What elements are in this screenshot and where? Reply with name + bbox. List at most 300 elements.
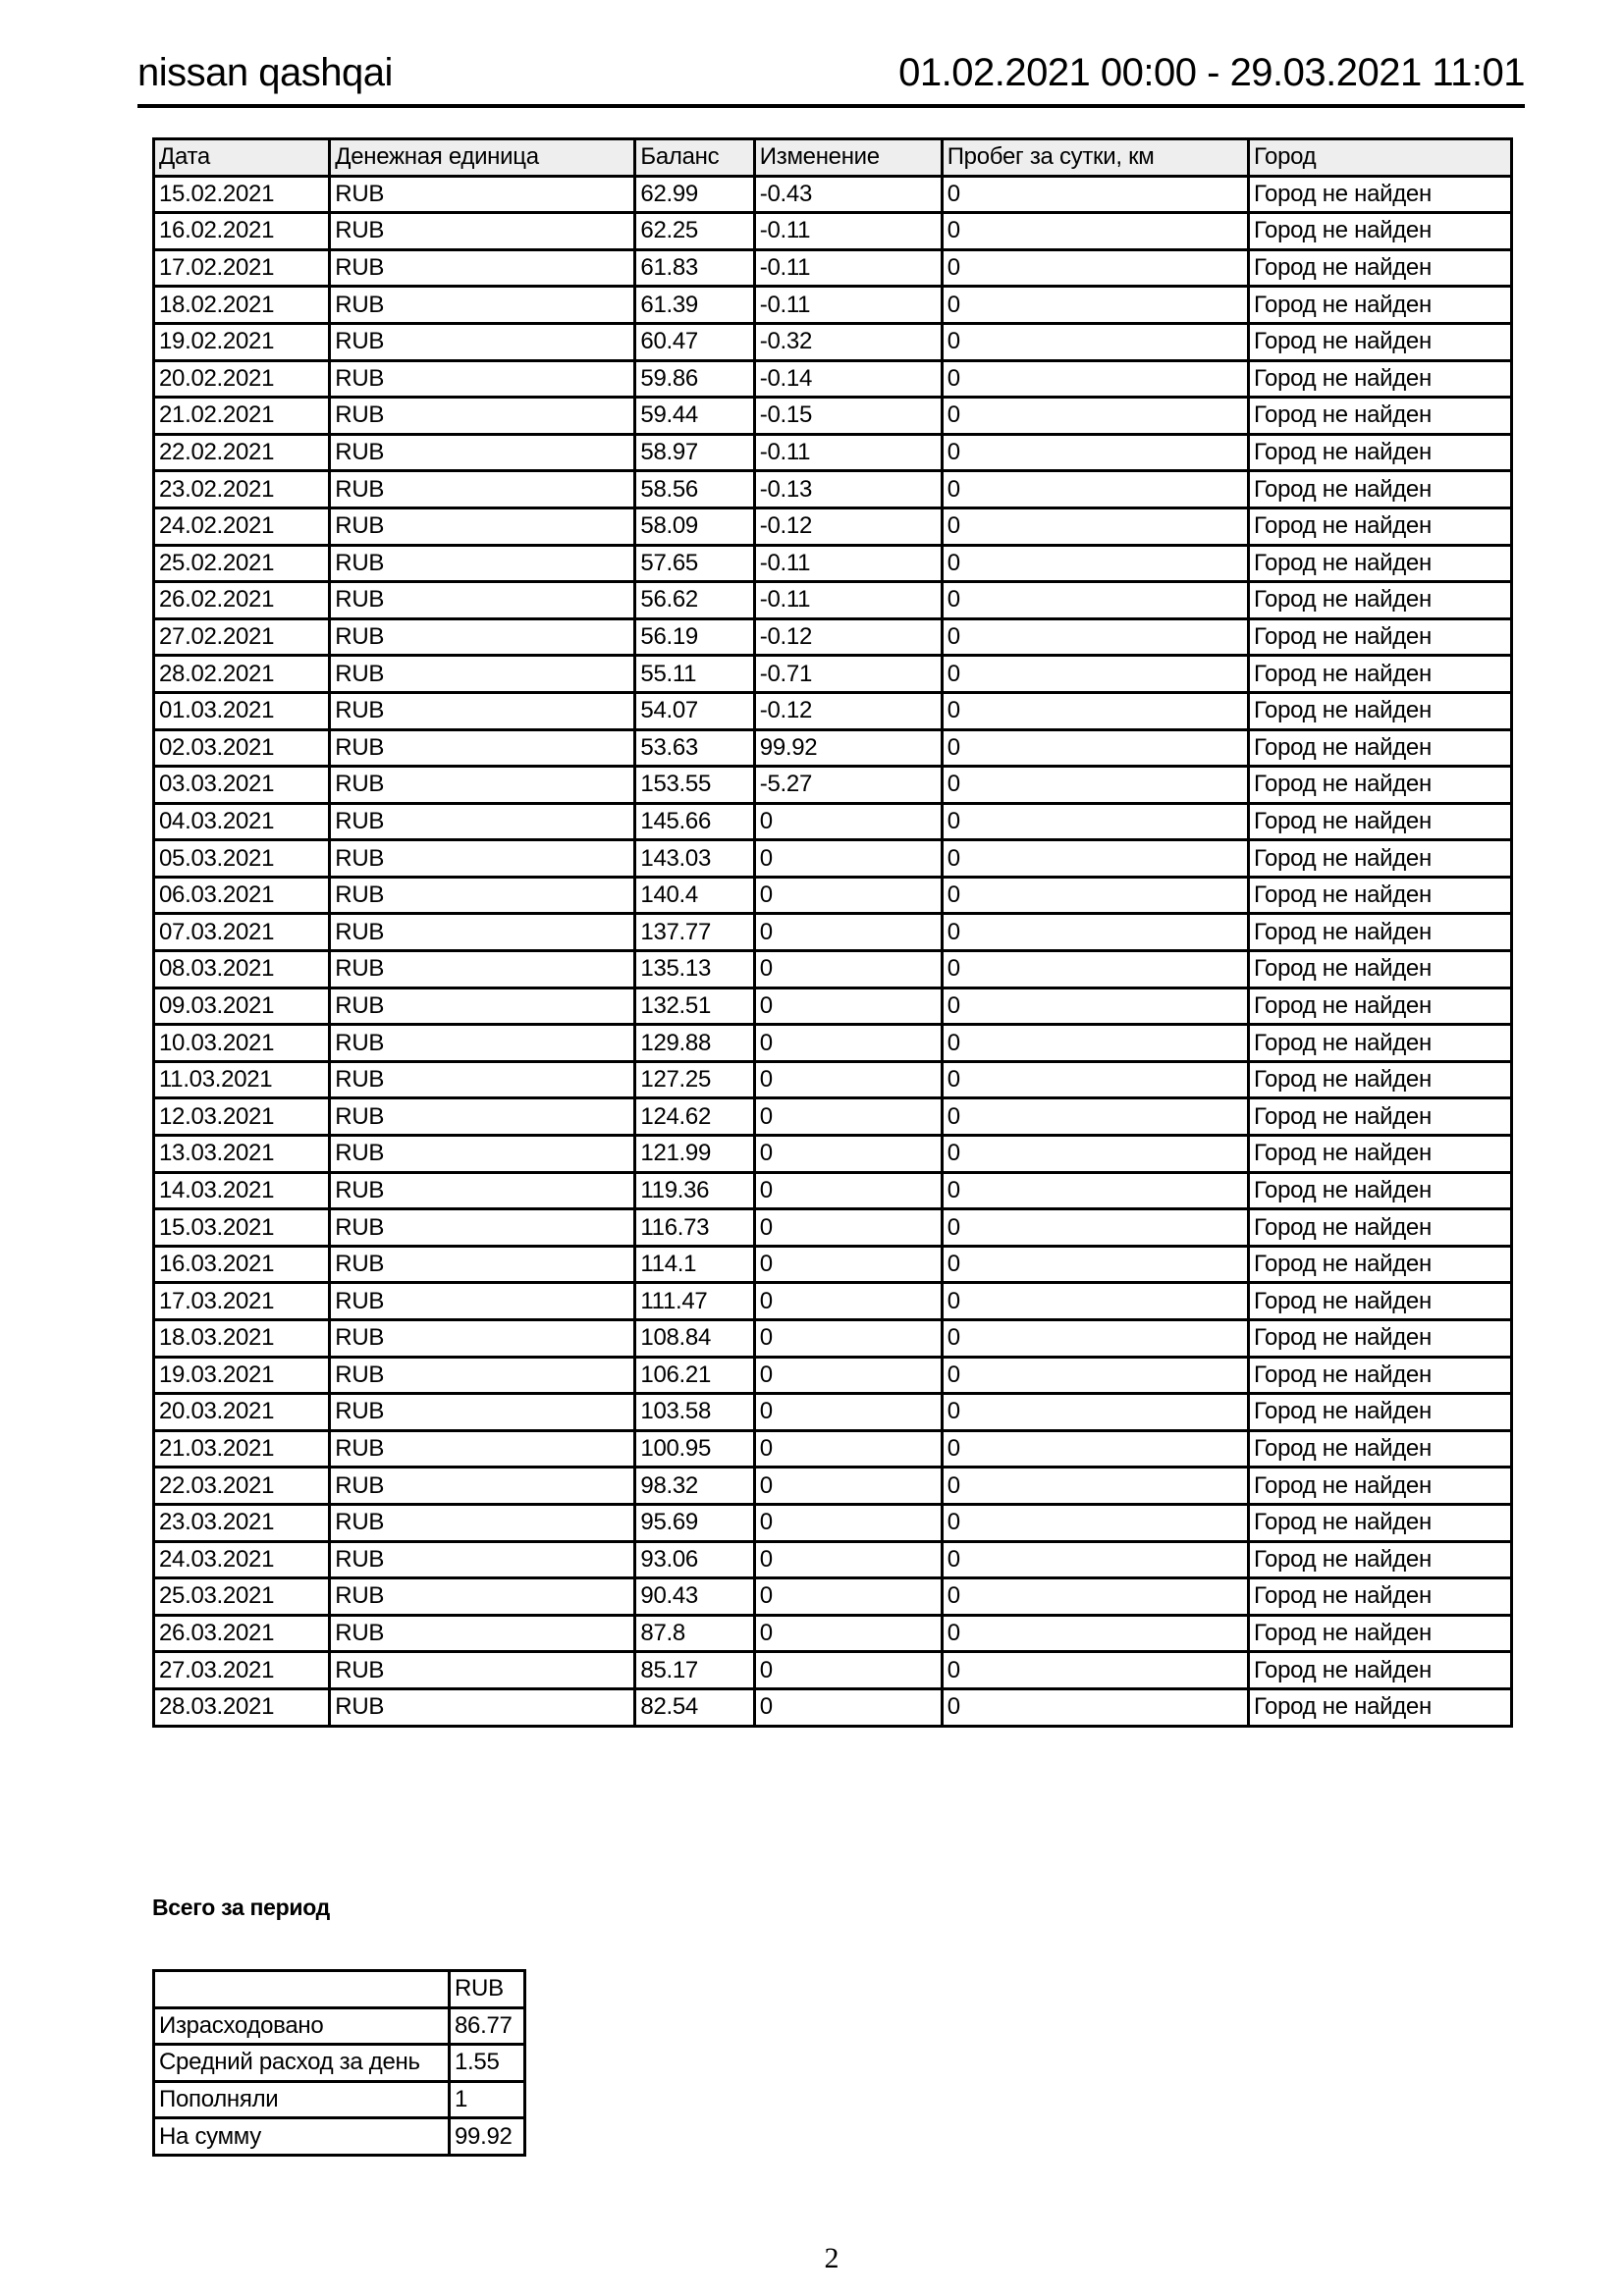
cell-currency: RUB: [330, 213, 635, 250]
summary-row: [154, 2007, 525, 2045]
table-row: [154, 1468, 1512, 1505]
cell-balance: 111.47: [635, 1283, 754, 1320]
table-row: [154, 914, 1512, 951]
table-row: [154, 507, 1512, 545]
cell-currency: RUB: [330, 360, 635, 398]
column-header-change: Изменение: [754, 139, 942, 177]
cell-city: Город не найден: [1248, 1615, 1511, 1652]
cell-mileage: 0: [942, 803, 1248, 840]
cell-currency: RUB: [330, 471, 635, 508]
cell-mileage: 0: [942, 1320, 1248, 1358]
column-header-city: Город: [1248, 139, 1511, 177]
cell-city: Город не найден: [1248, 1246, 1511, 1283]
cell-change: -0.71: [754, 656, 942, 693]
cell-mileage: 0: [942, 249, 1248, 287]
cell-mileage: 0: [942, 398, 1248, 435]
cell-change: 0: [754, 1283, 942, 1320]
summary-body: [154, 1971, 525, 2156]
cell-change: 0: [754, 1394, 942, 1431]
cell-currency: RUB: [330, 582, 635, 619]
cell-change: -5.27: [754, 767, 942, 804]
table-row: [154, 249, 1512, 287]
cell-currency: RUB: [330, 1209, 635, 1247]
column-header-mileage: Пробег за сутки, км: [942, 139, 1248, 177]
cell-currency: RUB: [330, 803, 635, 840]
cell-currency: RUB: [330, 1615, 635, 1652]
cell-balance: 58.09: [635, 507, 754, 545]
cell-change: 0: [754, 1061, 942, 1098]
cell-balance: 116.73: [635, 1209, 754, 1247]
cell-city: Город не найден: [1248, 398, 1511, 435]
cell-currency: RUB: [330, 507, 635, 545]
table-row: [154, 1283, 1512, 1320]
summary-table: [152, 1969, 526, 2157]
cell-city: Город не найден: [1248, 249, 1511, 287]
cell-change: 0: [754, 1172, 942, 1209]
cell-balance: 93.06: [635, 1541, 754, 1578]
cell-mileage: 0: [942, 618, 1248, 656]
cell-balance: 54.07: [635, 692, 754, 729]
cell-date: 15.03.2021: [154, 1209, 330, 1247]
cell-currency: RUB: [330, 951, 635, 988]
cell-change: 0: [754, 1098, 942, 1136]
cell-currency: RUB: [330, 545, 635, 582]
table-row: [154, 1504, 1512, 1541]
cell-date: 01.03.2021: [154, 692, 330, 729]
summary-value: 1.55: [450, 2045, 525, 2082]
table-row: [154, 951, 1512, 988]
cell-change: 0: [754, 1357, 942, 1394]
table-row: [154, 767, 1512, 804]
cell-change: -0.11: [754, 434, 942, 471]
cell-city: Город не найден: [1248, 1357, 1511, 1394]
cell-change: -0.11: [754, 249, 942, 287]
cell-currency: RUB: [330, 1357, 635, 1394]
cell-currency: RUB: [330, 1652, 635, 1689]
cell-currency: RUB: [330, 1430, 635, 1468]
cell-change: 0: [754, 1578, 942, 1616]
cell-balance: 85.17: [635, 1652, 754, 1689]
cell-mileage: 0: [942, 1136, 1248, 1173]
cell-mileage: 0: [942, 507, 1248, 545]
cell-currency: RUB: [330, 1172, 635, 1209]
cell-change: 0: [754, 1541, 942, 1578]
cell-city: Город не найден: [1248, 545, 1511, 582]
cell-mileage: 0: [942, 1172, 1248, 1209]
cell-change: 0: [754, 1652, 942, 1689]
header-divider: [137, 104, 1525, 108]
summary-header-row: [154, 1971, 525, 2008]
cell-change: 0: [754, 988, 942, 1025]
summary-label: Средний расход за день: [154, 2045, 450, 2082]
table-row: [154, 213, 1512, 250]
cell-mileage: 0: [942, 1394, 1248, 1431]
cell-balance: 143.03: [635, 840, 754, 878]
cell-city: Город не найден: [1248, 1578, 1511, 1616]
cell-date: 14.03.2021: [154, 1172, 330, 1209]
cell-balance: 127.25: [635, 1061, 754, 1098]
cell-balance: 60.47: [635, 323, 754, 360]
cell-change: -0.15: [754, 398, 942, 435]
cell-change: 0: [754, 1246, 942, 1283]
cell-city: Город не найден: [1248, 951, 1511, 988]
cell-currency: RUB: [330, 1136, 635, 1173]
summary-row: [154, 2118, 525, 2156]
summary-value: 1: [450, 2081, 525, 2118]
cell-currency: RUB: [330, 1320, 635, 1358]
cell-date: 23.03.2021: [154, 1504, 330, 1541]
cell-date: 18.02.2021: [154, 287, 330, 324]
cell-city: Город не найден: [1248, 1209, 1511, 1247]
cell-change: -0.43: [754, 176, 942, 213]
cell-balance: 140.4: [635, 877, 754, 914]
cell-change: 0: [754, 1504, 942, 1541]
cell-currency: RUB: [330, 1061, 635, 1098]
cell-mileage: 0: [942, 287, 1248, 324]
cell-city: Город не найден: [1248, 1320, 1511, 1358]
cell-mileage: 0: [942, 988, 1248, 1025]
table-row: [154, 1688, 1512, 1726]
table-row: [154, 1061, 1512, 1098]
cell-balance: 135.13: [635, 951, 754, 988]
cell-mileage: 0: [942, 1025, 1248, 1062]
table-row: [154, 287, 1512, 324]
table-row: [154, 1652, 1512, 1689]
table-row: [154, 176, 1512, 213]
cell-mileage: 0: [942, 1504, 1248, 1541]
summary-row: [154, 2081, 525, 2118]
table-row: [154, 803, 1512, 840]
summary-value: 99.92: [450, 2118, 525, 2156]
cell-change: 0: [754, 1320, 942, 1358]
cell-mileage: 0: [942, 840, 1248, 878]
summary-label: Пополняли: [154, 2081, 450, 2118]
table-row: [154, 618, 1512, 656]
cell-city: Город не найден: [1248, 1283, 1511, 1320]
cell-mileage: 0: [942, 1098, 1248, 1136]
cell-city: Город не найден: [1248, 434, 1511, 471]
cell-date: 27.03.2021: [154, 1652, 330, 1689]
cell-date: 16.02.2021: [154, 213, 330, 250]
cell-change: 0: [754, 1468, 942, 1505]
table-row: [154, 1357, 1512, 1394]
cell-currency: RUB: [330, 249, 635, 287]
summary-currency: RUB: [450, 1971, 525, 2008]
table-row: [154, 1136, 1512, 1173]
cell-city: Город не найден: [1248, 914, 1511, 951]
cell-date: 05.03.2021: [154, 840, 330, 878]
summary-value: 86.77: [450, 2007, 525, 2045]
cell-city: Город не найден: [1248, 176, 1511, 213]
cell-mileage: 0: [942, 767, 1248, 804]
cell-date: 27.02.2021: [154, 618, 330, 656]
cell-balance: 119.36: [635, 1172, 754, 1209]
summary-label: Израсходовано: [154, 2007, 450, 2045]
cell-currency: RUB: [330, 398, 635, 435]
cell-mileage: 0: [942, 434, 1248, 471]
cell-balance: 106.21: [635, 1357, 754, 1394]
cell-change: 0: [754, 1688, 942, 1726]
cell-balance: 58.56: [635, 471, 754, 508]
report-period: 01.02.2021 00:00 - 29.03.2021 11:01: [898, 51, 1525, 94]
cell-date: 15.02.2021: [154, 176, 330, 213]
table-row: [154, 1394, 1512, 1431]
cell-change: -0.11: [754, 213, 942, 250]
cell-mileage: 0: [942, 323, 1248, 360]
cell-balance: 56.62: [635, 582, 754, 619]
table-row: [154, 1209, 1512, 1247]
cell-change: 0: [754, 1615, 942, 1652]
cell-date: 25.03.2021: [154, 1578, 330, 1616]
summary-heading: Всего за период: [152, 1895, 330, 1920]
cell-mileage: 0: [942, 1615, 1248, 1652]
column-header-balance: Баланс: [635, 139, 754, 177]
cell-balance: 53.63: [635, 729, 754, 767]
cell-currency: RUB: [330, 618, 635, 656]
cell-city: Город не найден: [1248, 767, 1511, 804]
cell-balance: 108.84: [635, 1320, 754, 1358]
cell-mileage: 0: [942, 914, 1248, 951]
cell-city: Город не найден: [1248, 507, 1511, 545]
cell-date: 10.03.2021: [154, 1025, 330, 1062]
table-row: [154, 1541, 1512, 1578]
cell-balance: 61.83: [635, 249, 754, 287]
cell-currency: RUB: [330, 176, 635, 213]
cell-city: Город не найден: [1248, 1394, 1511, 1431]
table-row: [154, 729, 1512, 767]
cell-date: 24.02.2021: [154, 507, 330, 545]
cell-change: 0: [754, 914, 942, 951]
cell-date: 22.02.2021: [154, 434, 330, 471]
cell-change: 0: [754, 951, 942, 988]
cell-change: -0.14: [754, 360, 942, 398]
cell-balance: 87.8: [635, 1615, 754, 1652]
cell-change: 0: [754, 877, 942, 914]
cell-mileage: 0: [942, 877, 1248, 914]
balance-table: [152, 137, 1513, 1728]
cell-currency: RUB: [330, 840, 635, 878]
cell-date: 23.02.2021: [154, 471, 330, 508]
table-row: [154, 877, 1512, 914]
cell-balance: 132.51: [635, 988, 754, 1025]
cell-city: Город не найден: [1248, 360, 1511, 398]
cell-city: Город не найден: [1248, 803, 1511, 840]
cell-balance: 129.88: [635, 1025, 754, 1062]
cell-date: 19.02.2021: [154, 323, 330, 360]
cell-currency: RUB: [330, 1394, 635, 1431]
cell-change: -0.12: [754, 692, 942, 729]
cell-change: -0.11: [754, 545, 942, 582]
cell-mileage: 0: [942, 176, 1248, 213]
cell-change: 99.92: [754, 729, 942, 767]
cell-currency: RUB: [330, 767, 635, 804]
cell-mileage: 0: [942, 1468, 1248, 1505]
table-body: [154, 176, 1512, 1726]
cell-date: 16.03.2021: [154, 1246, 330, 1283]
cell-balance: 59.44: [635, 398, 754, 435]
cell-date: 25.02.2021: [154, 545, 330, 582]
cell-city: Город не найден: [1248, 692, 1511, 729]
cell-date: 26.02.2021: [154, 582, 330, 619]
cell-mileage: 0: [942, 1541, 1248, 1578]
cell-change: -0.12: [754, 507, 942, 545]
cell-date: 22.03.2021: [154, 1468, 330, 1505]
cell-city: Город не найден: [1248, 1061, 1511, 1098]
cell-mileage: 0: [942, 582, 1248, 619]
cell-mileage: 0: [942, 729, 1248, 767]
table-row: [154, 471, 1512, 508]
page-number: 2: [824, 2242, 839, 2274]
cell-date: 07.03.2021: [154, 914, 330, 951]
cell-date: 06.03.2021: [154, 877, 330, 914]
cell-change: 0: [754, 1209, 942, 1247]
cell-currency: RUB: [330, 877, 635, 914]
cell-balance: 90.43: [635, 1578, 754, 1616]
cell-mileage: 0: [942, 1209, 1248, 1247]
cell-currency: RUB: [330, 323, 635, 360]
table-header-row: [154, 139, 1512, 177]
cell-change: -0.13: [754, 471, 942, 508]
cell-date: 24.03.2021: [154, 1541, 330, 1578]
cell-change: 0: [754, 803, 942, 840]
cell-currency: RUB: [330, 914, 635, 951]
table-row: [154, 323, 1512, 360]
table-row: [154, 656, 1512, 693]
table-row: [154, 1098, 1512, 1136]
cell-balance: 61.39: [635, 287, 754, 324]
summary-label: На сумму: [154, 2118, 450, 2156]
cell-change: -0.12: [754, 618, 942, 656]
cell-city: Город не найден: [1248, 877, 1511, 914]
cell-change: -0.11: [754, 287, 942, 324]
cell-city: Город не найден: [1248, 213, 1511, 250]
table-row: [154, 398, 1512, 435]
cell-currency: RUB: [330, 1098, 635, 1136]
cell-currency: RUB: [330, 988, 635, 1025]
table-row: [154, 1578, 1512, 1616]
table-row: [154, 840, 1512, 878]
cell-city: Город не найден: [1248, 323, 1511, 360]
cell-date: 21.02.2021: [154, 398, 330, 435]
table-row: [154, 360, 1512, 398]
cell-city: Город не найден: [1248, 287, 1511, 324]
cell-city: Город не найден: [1248, 471, 1511, 508]
cell-currency: RUB: [330, 1246, 635, 1283]
cell-date: 18.03.2021: [154, 1320, 330, 1358]
cell-balance: 100.95: [635, 1430, 754, 1468]
cell-change: 0: [754, 840, 942, 878]
cell-mileage: 0: [942, 951, 1248, 988]
cell-city: Город не найден: [1248, 1136, 1511, 1173]
cell-currency: RUB: [330, 1541, 635, 1578]
cell-currency: RUB: [330, 1504, 635, 1541]
cell-change: 0: [754, 1136, 942, 1173]
cell-date: 08.03.2021: [154, 951, 330, 988]
table-row: [154, 434, 1512, 471]
cell-city: Город не найден: [1248, 840, 1511, 878]
cell-currency: RUB: [330, 1468, 635, 1505]
cell-balance: 56.19: [635, 618, 754, 656]
column-header-date: Дата: [154, 139, 330, 177]
cell-currency: RUB: [330, 1688, 635, 1726]
cell-balance: 57.65: [635, 545, 754, 582]
cell-balance: 103.58: [635, 1394, 754, 1431]
cell-city: Город не найден: [1248, 1430, 1511, 1468]
cell-mileage: 0: [942, 656, 1248, 693]
cell-city: Город не найден: [1248, 1468, 1511, 1505]
cell-currency: RUB: [330, 1578, 635, 1616]
cell-balance: 82.54: [635, 1688, 754, 1726]
cell-date: 19.03.2021: [154, 1357, 330, 1394]
table-row: [154, 1430, 1512, 1468]
cell-mileage: 0: [942, 1357, 1248, 1394]
cell-date: 26.03.2021: [154, 1615, 330, 1652]
cell-balance: 145.66: [635, 803, 754, 840]
cell-city: Город не найден: [1248, 1025, 1511, 1062]
cell-city: Город не найден: [1248, 1652, 1511, 1689]
cell-mileage: 0: [942, 1652, 1248, 1689]
cell-currency: RUB: [330, 729, 635, 767]
cell-date: 11.03.2021: [154, 1061, 330, 1098]
cell-mileage: 0: [942, 1578, 1248, 1616]
summary-empty-cell: [154, 1971, 450, 2008]
cell-city: Город не найден: [1248, 618, 1511, 656]
cell-change: 0: [754, 1430, 942, 1468]
cell-city: Город не найден: [1248, 656, 1511, 693]
cell-date: 02.03.2021: [154, 729, 330, 767]
cell-balance: 59.86: [635, 360, 754, 398]
cell-date: 21.03.2021: [154, 1430, 330, 1468]
table-row: [154, 582, 1512, 619]
cell-balance: 124.62: [635, 1098, 754, 1136]
cell-city: Город не найден: [1248, 1172, 1511, 1209]
cell-change: -0.11: [754, 582, 942, 619]
table-row: [154, 1615, 1512, 1652]
cell-balance: 95.69: [635, 1504, 754, 1541]
cell-balance: 62.99: [635, 176, 754, 213]
cell-balance: 58.97: [635, 434, 754, 471]
cell-currency: RUB: [330, 656, 635, 693]
cell-mileage: 0: [942, 360, 1248, 398]
cell-balance: 62.25: [635, 213, 754, 250]
cell-date: 17.02.2021: [154, 249, 330, 287]
cell-date: 28.02.2021: [154, 656, 330, 693]
cell-balance: 114.1: [635, 1246, 754, 1283]
cell-date: 28.03.2021: [154, 1688, 330, 1726]
cell-mileage: 0: [942, 1246, 1248, 1283]
cell-date: 20.02.2021: [154, 360, 330, 398]
cell-city: Город не найден: [1248, 1688, 1511, 1726]
cell-city: Город не найден: [1248, 1098, 1511, 1136]
cell-date: 20.03.2021: [154, 1394, 330, 1431]
cell-mileage: 0: [942, 1283, 1248, 1320]
cell-currency: RUB: [330, 1025, 635, 1062]
cell-currency: RUB: [330, 434, 635, 471]
cell-currency: RUB: [330, 1283, 635, 1320]
table-row: [154, 692, 1512, 729]
cell-city: Город не найден: [1248, 729, 1511, 767]
cell-change: 0: [754, 1025, 942, 1062]
cell-date: 03.03.2021: [154, 767, 330, 804]
cell-mileage: 0: [942, 213, 1248, 250]
cell-date: 09.03.2021: [154, 988, 330, 1025]
cell-currency: RUB: [330, 287, 635, 324]
cell-mileage: 0: [942, 545, 1248, 582]
cell-date: 17.03.2021: [154, 1283, 330, 1320]
table-row: [154, 1246, 1512, 1283]
table-row: [154, 988, 1512, 1025]
table-row: [154, 1025, 1512, 1062]
